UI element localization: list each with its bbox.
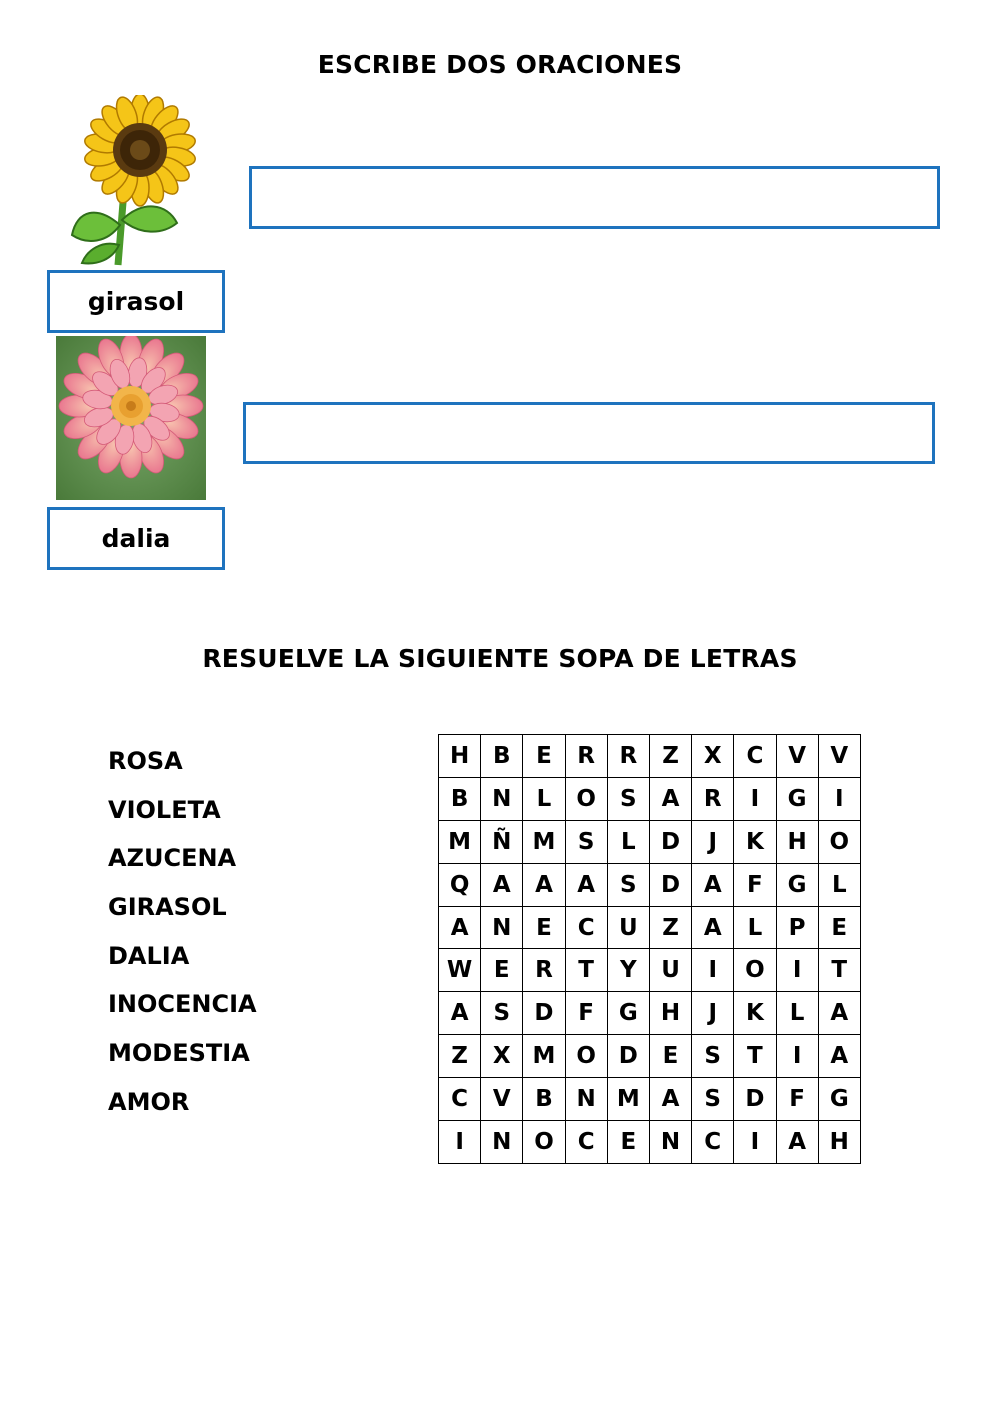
word-list-item: DALIA	[108, 941, 190, 970]
grid-cell[interactable]: N	[481, 1121, 523, 1164]
grid-cell[interactable]: G	[776, 863, 818, 906]
grid-cell[interactable]: D	[734, 1078, 776, 1121]
grid-cell[interactable]: U	[649, 949, 691, 992]
grid-cell[interactable]: C	[565, 906, 607, 949]
grid-cell[interactable]: H	[818, 1121, 860, 1164]
word-search-grid	[438, 734, 861, 1164]
grid-cell[interactable]: S	[565, 820, 607, 863]
grid-cell[interactable]: P	[776, 906, 818, 949]
grid-cell[interactable]: D	[649, 820, 691, 863]
grid-cell[interactable]: A	[776, 1121, 818, 1164]
grid-cell[interactable]: I	[692, 949, 734, 992]
grid-cell[interactable]: S	[607, 777, 649, 820]
grid-cell[interactable]: S	[481, 992, 523, 1035]
grid-cell[interactable]: T	[565, 949, 607, 992]
grid-cell[interactable]: F	[565, 992, 607, 1035]
word-list-item: MODESTIA	[108, 1039, 250, 1068]
grid-row	[439, 906, 861, 949]
grid-cell[interactable]: C	[565, 1121, 607, 1164]
grid-cell[interactable]: A	[439, 992, 481, 1035]
word-list-item: INOCENCIA	[108, 990, 257, 1019]
grid-cell[interactable]: L	[523, 777, 565, 820]
grid-cell[interactable]: H	[776, 820, 818, 863]
grid-cell[interactable]: A	[818, 992, 860, 1035]
grid-cell[interactable]: M	[523, 1035, 565, 1078]
grid-cell[interactable]: V	[818, 735, 860, 778]
grid-cell[interactable]: M	[439, 820, 481, 863]
grid-cell[interactable]: O	[818, 820, 860, 863]
grid-cell[interactable]: I	[439, 1121, 481, 1164]
grid-row	[439, 863, 861, 906]
grid-row	[439, 1035, 861, 1078]
sentence-input-dalia[interactable]	[243, 402, 935, 464]
grid-cell[interactable]: G	[776, 777, 818, 820]
grid-cell[interactable]: H	[439, 735, 481, 778]
grid-cell[interactable]: A	[565, 863, 607, 906]
grid-cell[interactable]: K	[734, 820, 776, 863]
grid-cell[interactable]: T	[734, 1035, 776, 1078]
grid-cell[interactable]: L	[607, 820, 649, 863]
grid-cell[interactable]: R	[523, 949, 565, 992]
grid-cell[interactable]: I	[734, 1121, 776, 1164]
grid-row	[439, 1121, 861, 1164]
grid-cell[interactable]: G	[607, 992, 649, 1035]
word-list-item: VIOLETA	[108, 795, 221, 824]
grid-cell[interactable]: Ñ	[481, 820, 523, 863]
word-search-grid-body	[439, 735, 861, 1164]
grid-cell[interactable]: R	[607, 735, 649, 778]
grid-cell[interactable]: R	[565, 735, 607, 778]
grid-cell[interactable]: O	[565, 1035, 607, 1078]
sentence-input-girasol[interactable]	[249, 166, 940, 229]
grid-cell[interactable]: B	[523, 1078, 565, 1121]
grid-cell[interactable]: I	[734, 777, 776, 820]
grid-row	[439, 992, 861, 1035]
grid-cell[interactable]: X	[481, 1035, 523, 1078]
grid-cell[interactable]: I	[776, 949, 818, 992]
grid-cell[interactable]: S	[692, 1035, 734, 1078]
grid-cell[interactable]: L	[776, 992, 818, 1035]
grid-cell[interactable]: H	[649, 992, 691, 1035]
grid-cell[interactable]: U	[607, 906, 649, 949]
grid-cell[interactable]: E	[523, 735, 565, 778]
grid-row	[439, 735, 861, 778]
grid-cell[interactable]: E	[818, 906, 860, 949]
grid-cell[interactable]: B	[439, 777, 481, 820]
grid-cell[interactable]: J	[692, 820, 734, 863]
grid-cell[interactable]: O	[523, 1121, 565, 1164]
grid-cell[interactable]: N	[481, 906, 523, 949]
grid-cell[interactable]: A	[818, 1035, 860, 1078]
grid-cell[interactable]: O	[734, 949, 776, 992]
grid-cell[interactable]: Z	[649, 735, 691, 778]
grid-cell[interactable]: A	[439, 906, 481, 949]
word-list-item: AMOR	[108, 1087, 190, 1116]
grid-cell[interactable]: A	[692, 906, 734, 949]
grid-cell[interactable]: D	[649, 863, 691, 906]
word-list-item: GIRASOL	[108, 893, 227, 922]
grid-cell[interactable]: C	[439, 1078, 481, 1121]
grid-cell[interactable]: L	[818, 863, 860, 906]
grid-row	[439, 949, 861, 992]
grid-cell[interactable]: I	[776, 1035, 818, 1078]
grid-cell[interactable]: E	[607, 1121, 649, 1164]
word-list-item: AZUCENA	[108, 844, 237, 873]
grid-cell[interactable]: N	[565, 1078, 607, 1121]
grid-cell[interactable]: Y	[607, 949, 649, 992]
grid-cell[interactable]: C	[692, 1121, 734, 1164]
grid-cell[interactable]: Z	[439, 1035, 481, 1078]
grid-cell[interactable]: V	[481, 1078, 523, 1121]
grid-cell[interactable]: W	[439, 949, 481, 992]
grid-cell[interactable]: S	[607, 863, 649, 906]
grid-row	[439, 777, 861, 820]
grid-cell[interactable]: F	[734, 863, 776, 906]
grid-cell[interactable]: A	[523, 863, 565, 906]
dahlia-image	[56, 336, 206, 500]
section-title-word-search: RESUELVE LA SIGUIENTE SOPA DE LETRAS	[202, 644, 798, 673]
grid-cell[interactable]: D	[607, 1035, 649, 1078]
sunflower-image	[62, 95, 202, 267]
grid-cell[interactable]: E	[523, 906, 565, 949]
label-girasol: girasol	[47, 270, 225, 333]
grid-cell[interactable]: X	[692, 735, 734, 778]
grid-cell[interactable]: S	[692, 1078, 734, 1121]
grid-cell[interactable]: K	[734, 992, 776, 1035]
grid-cell[interactable]: J	[692, 992, 734, 1035]
grid-cell[interactable]: A	[649, 1078, 691, 1121]
grid-cell[interactable]: Z	[649, 906, 691, 949]
grid-cell[interactable]: E	[649, 1035, 691, 1078]
grid-cell[interactable]: A	[692, 863, 734, 906]
grid-cell[interactable]: V	[776, 735, 818, 778]
label-dalia: dalia	[47, 507, 225, 570]
grid-cell[interactable]: A	[481, 863, 523, 906]
word-list-item: ROSA	[108, 747, 183, 775]
grid-cell[interactable]: M	[607, 1078, 649, 1121]
grid-cell[interactable]: E	[481, 949, 523, 992]
grid-cell[interactable]: D	[523, 992, 565, 1035]
grid-cell[interactable]: F	[776, 1078, 818, 1121]
section-title-sentences: ESCRIBE DOS ORACIONES	[317, 50, 683, 79]
grid-cell[interactable]: I	[818, 777, 860, 820]
grid-cell[interactable]: R	[692, 777, 734, 820]
word-list	[108, 742, 257, 1132]
grid-cell[interactable]: O	[565, 777, 607, 820]
grid-cell[interactable]: A	[649, 777, 691, 820]
grid-cell[interactable]: Q	[439, 863, 481, 906]
grid-cell[interactable]: G	[818, 1078, 860, 1121]
grid-cell[interactable]: T	[818, 949, 860, 992]
grid-cell[interactable]: M	[523, 820, 565, 863]
grid-cell[interactable]: C	[734, 735, 776, 778]
grid-cell[interactable]: N	[481, 777, 523, 820]
grid-cell[interactable]: L	[734, 906, 776, 949]
grid-row	[439, 1078, 861, 1121]
grid-cell[interactable]: B	[481, 735, 523, 778]
grid-cell[interactable]: N	[649, 1121, 691, 1164]
grid-row	[439, 820, 861, 863]
